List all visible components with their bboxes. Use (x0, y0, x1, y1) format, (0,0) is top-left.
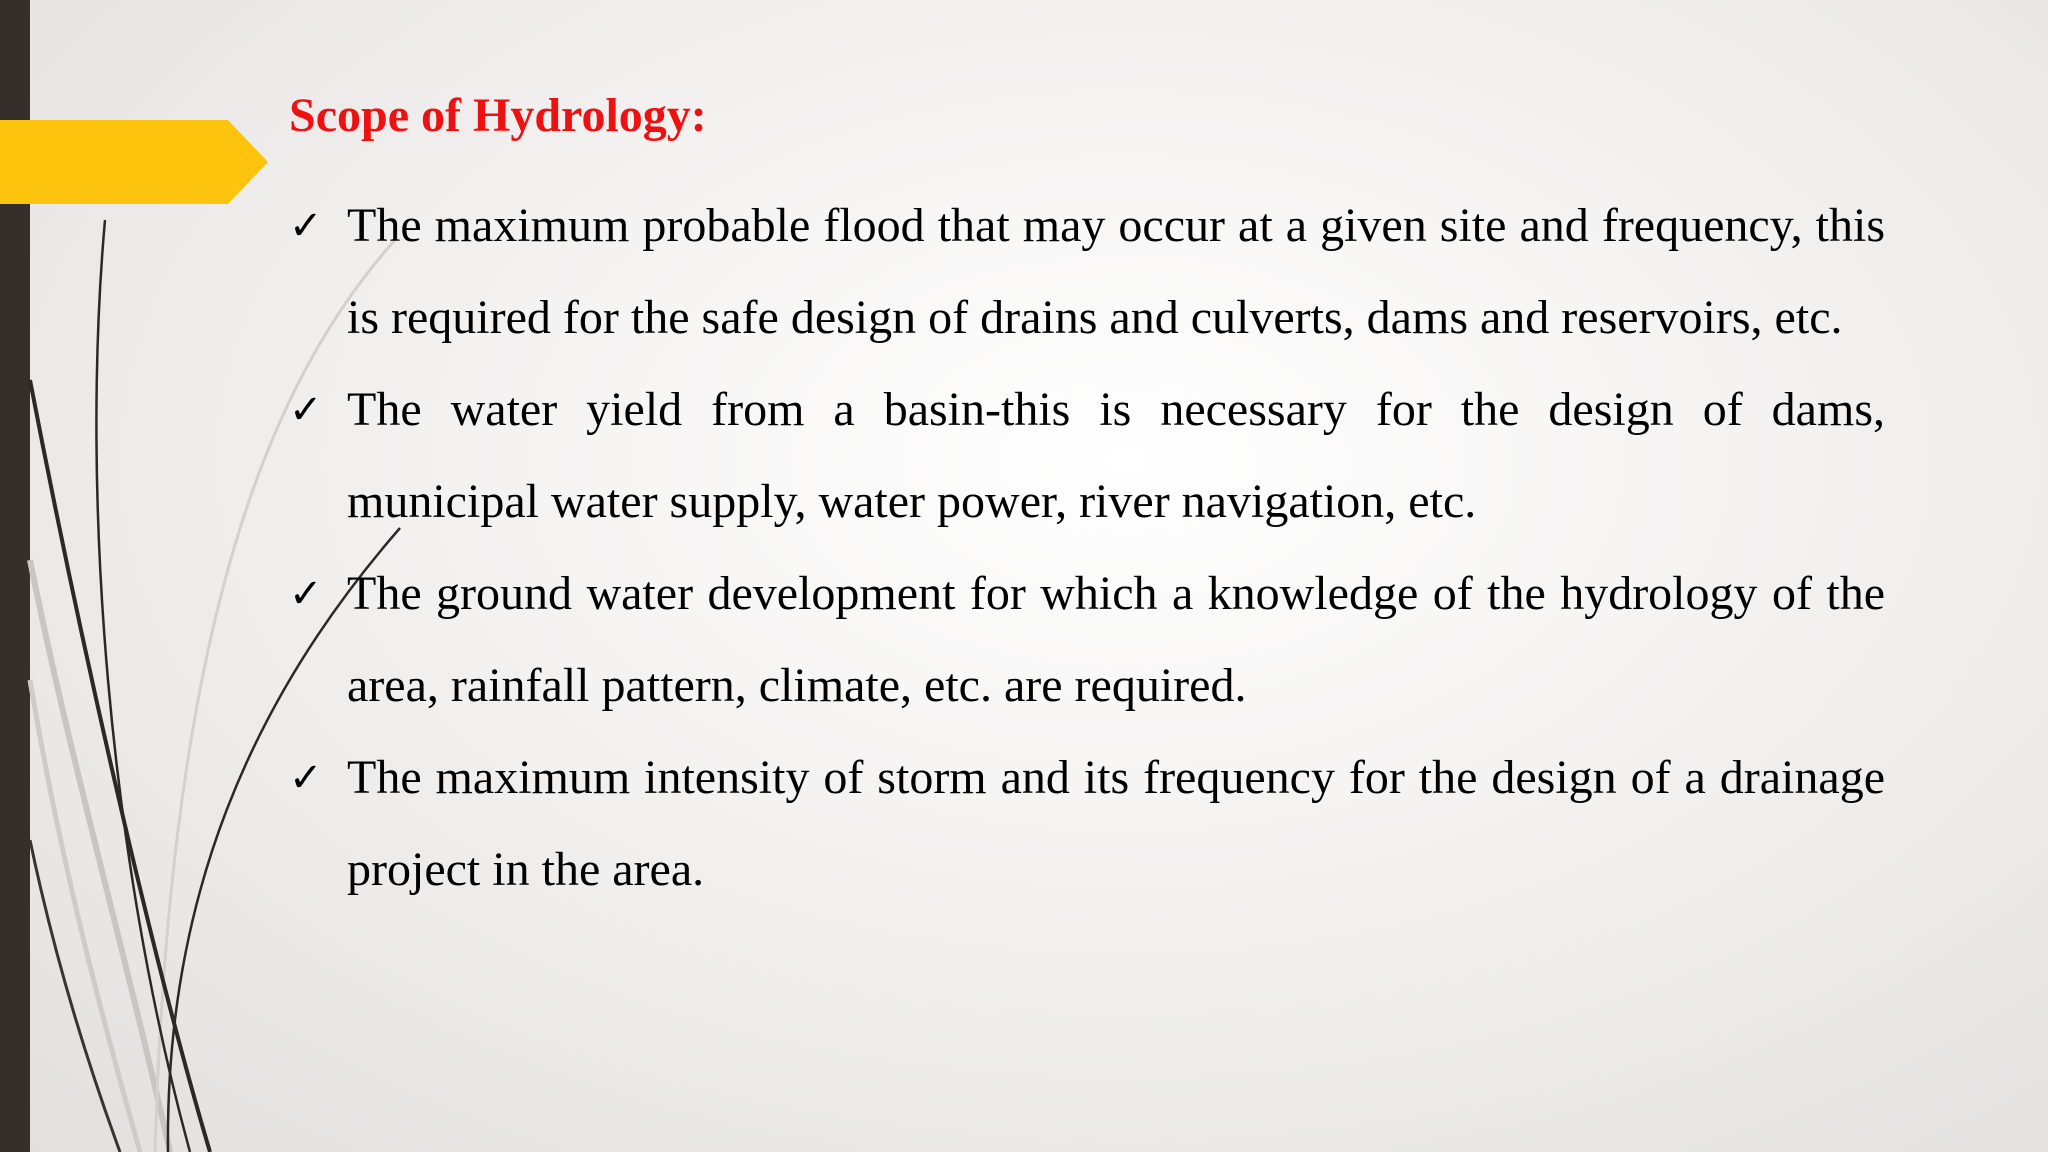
curve-dark-1 (30, 380, 210, 1152)
check-mark-icon: ✓ (289, 387, 323, 433)
bullet-text: The maximum intensity of storm and its frequency for the design of a drainage project in the area. (347, 751, 1885, 896)
bullet-item (289, 364, 1885, 548)
slide-title: Scope of Hydrology: (289, 89, 707, 142)
bullet-item (289, 180, 1885, 364)
bullet-text: The maximum probable flood that may occur at a given site and frequency, this is required for the safe design of drains and culverts, dams and reservoirs, etc. (347, 199, 1885, 344)
bullet-list (289, 180, 1885, 916)
check-mark-icon: ✓ (289, 571, 323, 617)
curve-light-1 (30, 560, 170, 1152)
bullet-text: The ground water development for which a knowledge of the hydrology of the area, rainfall pattern, climate, etc. are required. (347, 567, 1885, 712)
yellow-arrow-banner (0, 120, 268, 204)
bullet-item (289, 732, 1885, 916)
check-mark-icon: ✓ (289, 203, 323, 249)
check-mark-icon: ✓ (289, 755, 323, 801)
bullet-item (289, 548, 1885, 732)
bullet-text: The water yield from a basin-this is necessary for the design of dams, municipal water supply, water power, river navigation, etc. (347, 383, 1885, 528)
